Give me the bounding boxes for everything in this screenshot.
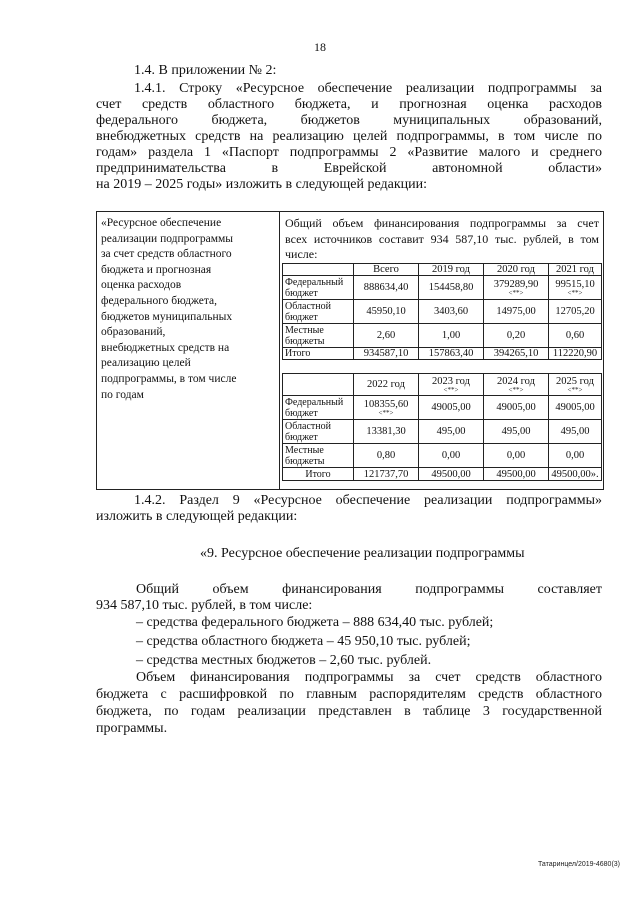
table-header-cell: 2021 год xyxy=(549,264,602,276)
left-line: образований, xyxy=(101,326,166,339)
table-row xyxy=(283,300,602,324)
left-line: за счет средств областного xyxy=(101,248,232,261)
table-cell: 2,60 xyxy=(354,324,419,348)
table-cell xyxy=(283,264,354,276)
table-cell: 0,00 xyxy=(484,444,549,468)
row-label: Местные бюджеты xyxy=(283,324,354,348)
table-cell xyxy=(549,276,602,300)
header-note: <**> xyxy=(567,385,583,394)
row-label: Областной бюджет xyxy=(283,300,354,324)
table-header-cell xyxy=(484,374,549,396)
table-cell: 495,00 xyxy=(419,420,484,444)
left-line: бюджета и прогнозная xyxy=(101,263,212,276)
row-label: Областной бюджет xyxy=(283,420,354,444)
header-note: <**> xyxy=(443,385,459,394)
left-line: по годам xyxy=(101,388,144,401)
table-header-cell: 2019 год xyxy=(419,264,484,276)
table-divider xyxy=(279,212,280,489)
para-line: счет средств областного бюджета, и прогнозная оценка расходов xyxy=(96,97,602,112)
table-header-cell: Всего xyxy=(354,264,419,276)
table-header-cell: 2022 год xyxy=(354,374,419,396)
cell-note: <**> xyxy=(567,288,583,297)
table-total-row xyxy=(283,468,602,481)
left-line: внебюджетных средств на xyxy=(101,341,230,354)
table-cell: 0,80 xyxy=(354,444,419,468)
table-total-row xyxy=(283,348,602,360)
table-cell: 112220,90 xyxy=(549,348,602,360)
table-row xyxy=(283,420,602,444)
document-footer-code: Татаринцел/2019-4680(3) xyxy=(537,861,620,868)
para-line: 1.4.2. Раздел 9 «Ресурсное обеспечение реализации подпрограммы» xyxy=(134,493,602,508)
list-item: – средства федерального бюджета – 888 634,40 тыс. рублей; xyxy=(136,615,494,630)
row-label: Итого xyxy=(283,348,354,360)
table-cell: 3403,60 xyxy=(419,300,484,324)
table-cell: 49500,00 xyxy=(484,468,549,481)
passport-left-cell xyxy=(101,216,277,403)
funding-table-2019-2021 xyxy=(282,263,602,360)
cell-note: <**> xyxy=(508,288,524,297)
passport-right-intro xyxy=(285,216,599,263)
table-cell: 1,00 xyxy=(419,324,484,348)
left-line: реализацию целей xyxy=(101,357,191,370)
cell-value: 99515,10 xyxy=(555,278,595,290)
table-cell: 49005,00 xyxy=(419,396,484,420)
table-row xyxy=(283,444,602,468)
table-cell: 45950,10 xyxy=(354,300,419,324)
table-header-row xyxy=(283,264,602,276)
table-cell: 49500,00 xyxy=(419,468,484,481)
table-cell: 13381,30 xyxy=(354,420,419,444)
table-cell: 49005,00 xyxy=(549,396,602,420)
intro-line: всех источников составит 934 587,10 тыс. рублей, в том xyxy=(285,231,599,246)
list-item: – средства местных бюджетов – 2,60 тыс. рублей. xyxy=(136,653,432,668)
para-line: внебюджетных средств на реализацию целей подпрограммы, в том числе по xyxy=(96,129,602,144)
cell-note: <**> xyxy=(378,408,394,417)
section-heading-1-4: 1.4. В приложении № 2: xyxy=(134,63,277,78)
header-note: <**> xyxy=(508,385,524,394)
table-cell: 0,00 xyxy=(419,444,484,468)
header-label: 2024 год xyxy=(497,375,535,387)
table-cell xyxy=(484,276,549,300)
para-line: предпринимательства в Еврейской автономной области» xyxy=(96,161,602,176)
row-label: Местные бюджеты xyxy=(283,444,354,468)
para-line: на 2019 – 2025 годы» изложить в следующей редакции: xyxy=(96,177,427,192)
funding-table-2022-2025 xyxy=(282,373,602,481)
para-line: Общий объем финансирования подпрограммы составляет xyxy=(136,582,602,597)
table-cell: 154458,80 xyxy=(419,276,484,300)
table-cell: 495,00 xyxy=(549,420,602,444)
left-line: оценка расходов xyxy=(101,279,182,292)
para-line: изложить в следующей редакции: xyxy=(96,509,298,524)
left-line: подпрограммы, в том числе xyxy=(101,372,237,385)
row-label: Федеральный бюджет xyxy=(283,276,354,300)
table-cell: 495,00 xyxy=(484,420,549,444)
table-header-cell xyxy=(419,374,484,396)
para-line: бюджета с расшифровкой по главным распорядителям средств областного xyxy=(96,687,602,702)
left-line: реализации подпрограммы xyxy=(101,232,234,245)
table-row xyxy=(283,396,602,420)
cell-value: 108355,60 xyxy=(363,398,409,410)
para-line: 1.4.1. Строку «Ресурсное обеспечение реализации подпрограммы за xyxy=(134,81,602,96)
table-cell: 0,00 xyxy=(549,444,602,468)
table-cell: 49500,00». xyxy=(549,468,602,481)
table-cell xyxy=(283,374,354,396)
para-line: федерального бюджета, бюджетов муниципальных образований, xyxy=(96,113,602,128)
left-line: федерального бюджета, xyxy=(101,294,218,307)
cell-value: 379289,90 xyxy=(493,278,539,290)
para-line: Объем финансирования подпрограммы за счет средств областного xyxy=(136,670,602,685)
intro-line: Общий объем финансирования подпрограммы за счет xyxy=(285,216,599,230)
para-line: 934 587,10 тыс. рублей, в том числе: xyxy=(96,598,313,613)
table-header-cell xyxy=(549,374,602,396)
left-line: «Ресурсное обеспечение xyxy=(101,217,222,229)
row-label: Федеральный бюджет xyxy=(283,396,354,420)
table-cell: 934587,10 xyxy=(354,348,419,360)
table-cell: 0,20 xyxy=(484,324,549,348)
page-number: 18 xyxy=(314,40,326,54)
table-cell: 394265,10 xyxy=(484,348,549,360)
left-line: бюджетов муниципальных xyxy=(101,310,233,323)
table-cell: 888634,40 xyxy=(354,276,419,300)
section-9-title: «9. Ресурсное обеспечение реализации подпрограммы xyxy=(200,546,525,561)
row-label: Итого xyxy=(283,468,354,481)
intro-line: числе: xyxy=(285,247,318,262)
table-row xyxy=(283,276,602,300)
para-line: бюджета, по годам реализации представлен в таблице 3 государственной xyxy=(96,704,602,719)
para-line: программы. xyxy=(96,721,168,736)
table-cell: 157863,40 xyxy=(419,348,484,360)
table-row xyxy=(283,324,602,348)
table-header-cell: 2020 год xyxy=(484,264,549,276)
table-cell: 49005,00 xyxy=(484,396,549,420)
table-header-row xyxy=(283,374,602,396)
header-label: 2025 год xyxy=(556,375,594,387)
header-label: 2023 год xyxy=(432,375,470,387)
list-item: – средства областного бюджета – 45 950,10 тыс. рублей; xyxy=(136,634,471,649)
para-line: годам» раздела 1 «Паспорт подпрограммы 2 «Развитие малого и среднего xyxy=(96,145,602,160)
table-cell: 121737,70 xyxy=(354,468,419,481)
table-cell: 0,60 xyxy=(549,324,602,348)
table-cell xyxy=(354,396,419,420)
table-cell: 14975,00 xyxy=(484,300,549,324)
table-cell: 12705,20 xyxy=(549,300,602,324)
